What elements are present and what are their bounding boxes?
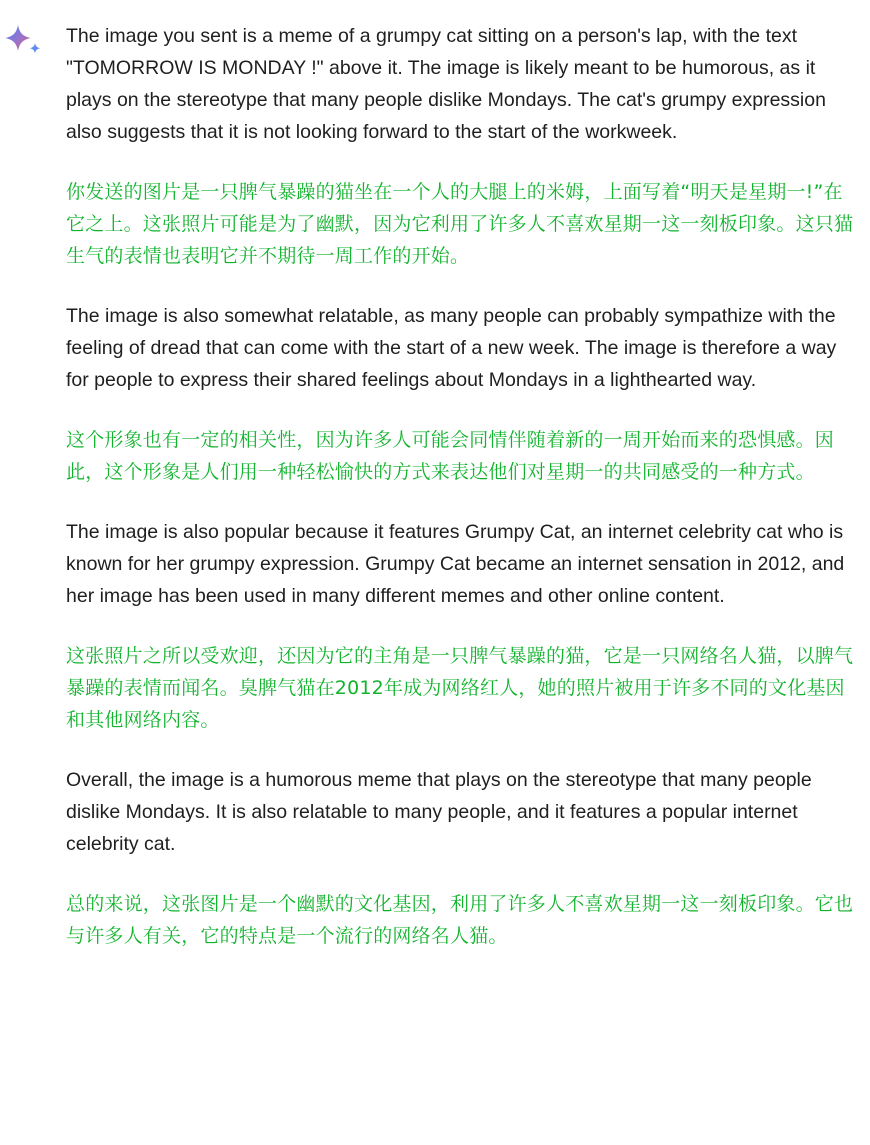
- gemini-sparkle-icon: [3, 23, 43, 57]
- response-paragraph-en: Overall, the image is a humorous meme that plays on the stereotype that many people dislike Mondays. It is also relatable to many people, and it features a popular internet celebrity cat.: [66, 769, 812, 855]
- response-paragraph-en: The image is also somewhat relatable, as many people can probably sympathize with the feeling of dread that can come with the start of a new week. The image is therefore a way for people to express their shared feelings about Mondays in a lighthearted way.: [66, 305, 837, 391]
- response-paragraph-zh-translation: 你发送的图片是一只脾气暴躁的猫坐在一个人的大腿上的米姆，上面写着“明天是星期一!”在它之上。这张照片可能是为了幽默，因为它利用了许多人不喜欢星期一这一刻板印象。这只猫生气的表情也表明它并不期待一周工作的开始。: [66, 181, 854, 267]
- response-paragraph-en: The image you sent is a meme of a grumpy cat sitting on a person's lap, with the text "TOMORROW IS MONDAY !" above it. The image is likely meant to be humorous, as it plays on the stereotype that many people dislike Mondays. The cat's grumpy expression also suggests that it is not looking forward to the start of the workweek.: [66, 25, 826, 143]
- response-content: [66, 20, 856, 980]
- response-paragraph-zh-translation: 总的来说，这张图片是一个幽默的文化基因，利用了许多人不喜欢星期一这一刻板印象。它也与许多人有关，它的特点是一个流行的网络名人猫。: [66, 893, 854, 947]
- response-paragraph-zh-translation: 这个形象也有一定的相关性，因为许多人可能会同情伴随着新的一周开始而来的恐惧感。因此，这个形象是人们用一种轻松愉快的方式来表达他们对星期一的共同感受的一种方式。: [66, 429, 835, 483]
- response-paragraph-zh-translation: 这张照片之所以受欢迎，还因为它的主角是一只脾气暴躁的猫，它是一只网络名人猫，以脾气暴躁的表情而闻名。臭脾气猫在2012年成为网络红人，她的照片被用于许多不同的文化基因和其他网络内容。: [66, 645, 854, 731]
- response-paragraph-en: The image is also popular because it features Grumpy Cat, an internet celebrity cat who is known for her grumpy expression. Grumpy Cat became an internet sensation in 2012, and her image has been used in many different memes and other online content.: [66, 521, 845, 607]
